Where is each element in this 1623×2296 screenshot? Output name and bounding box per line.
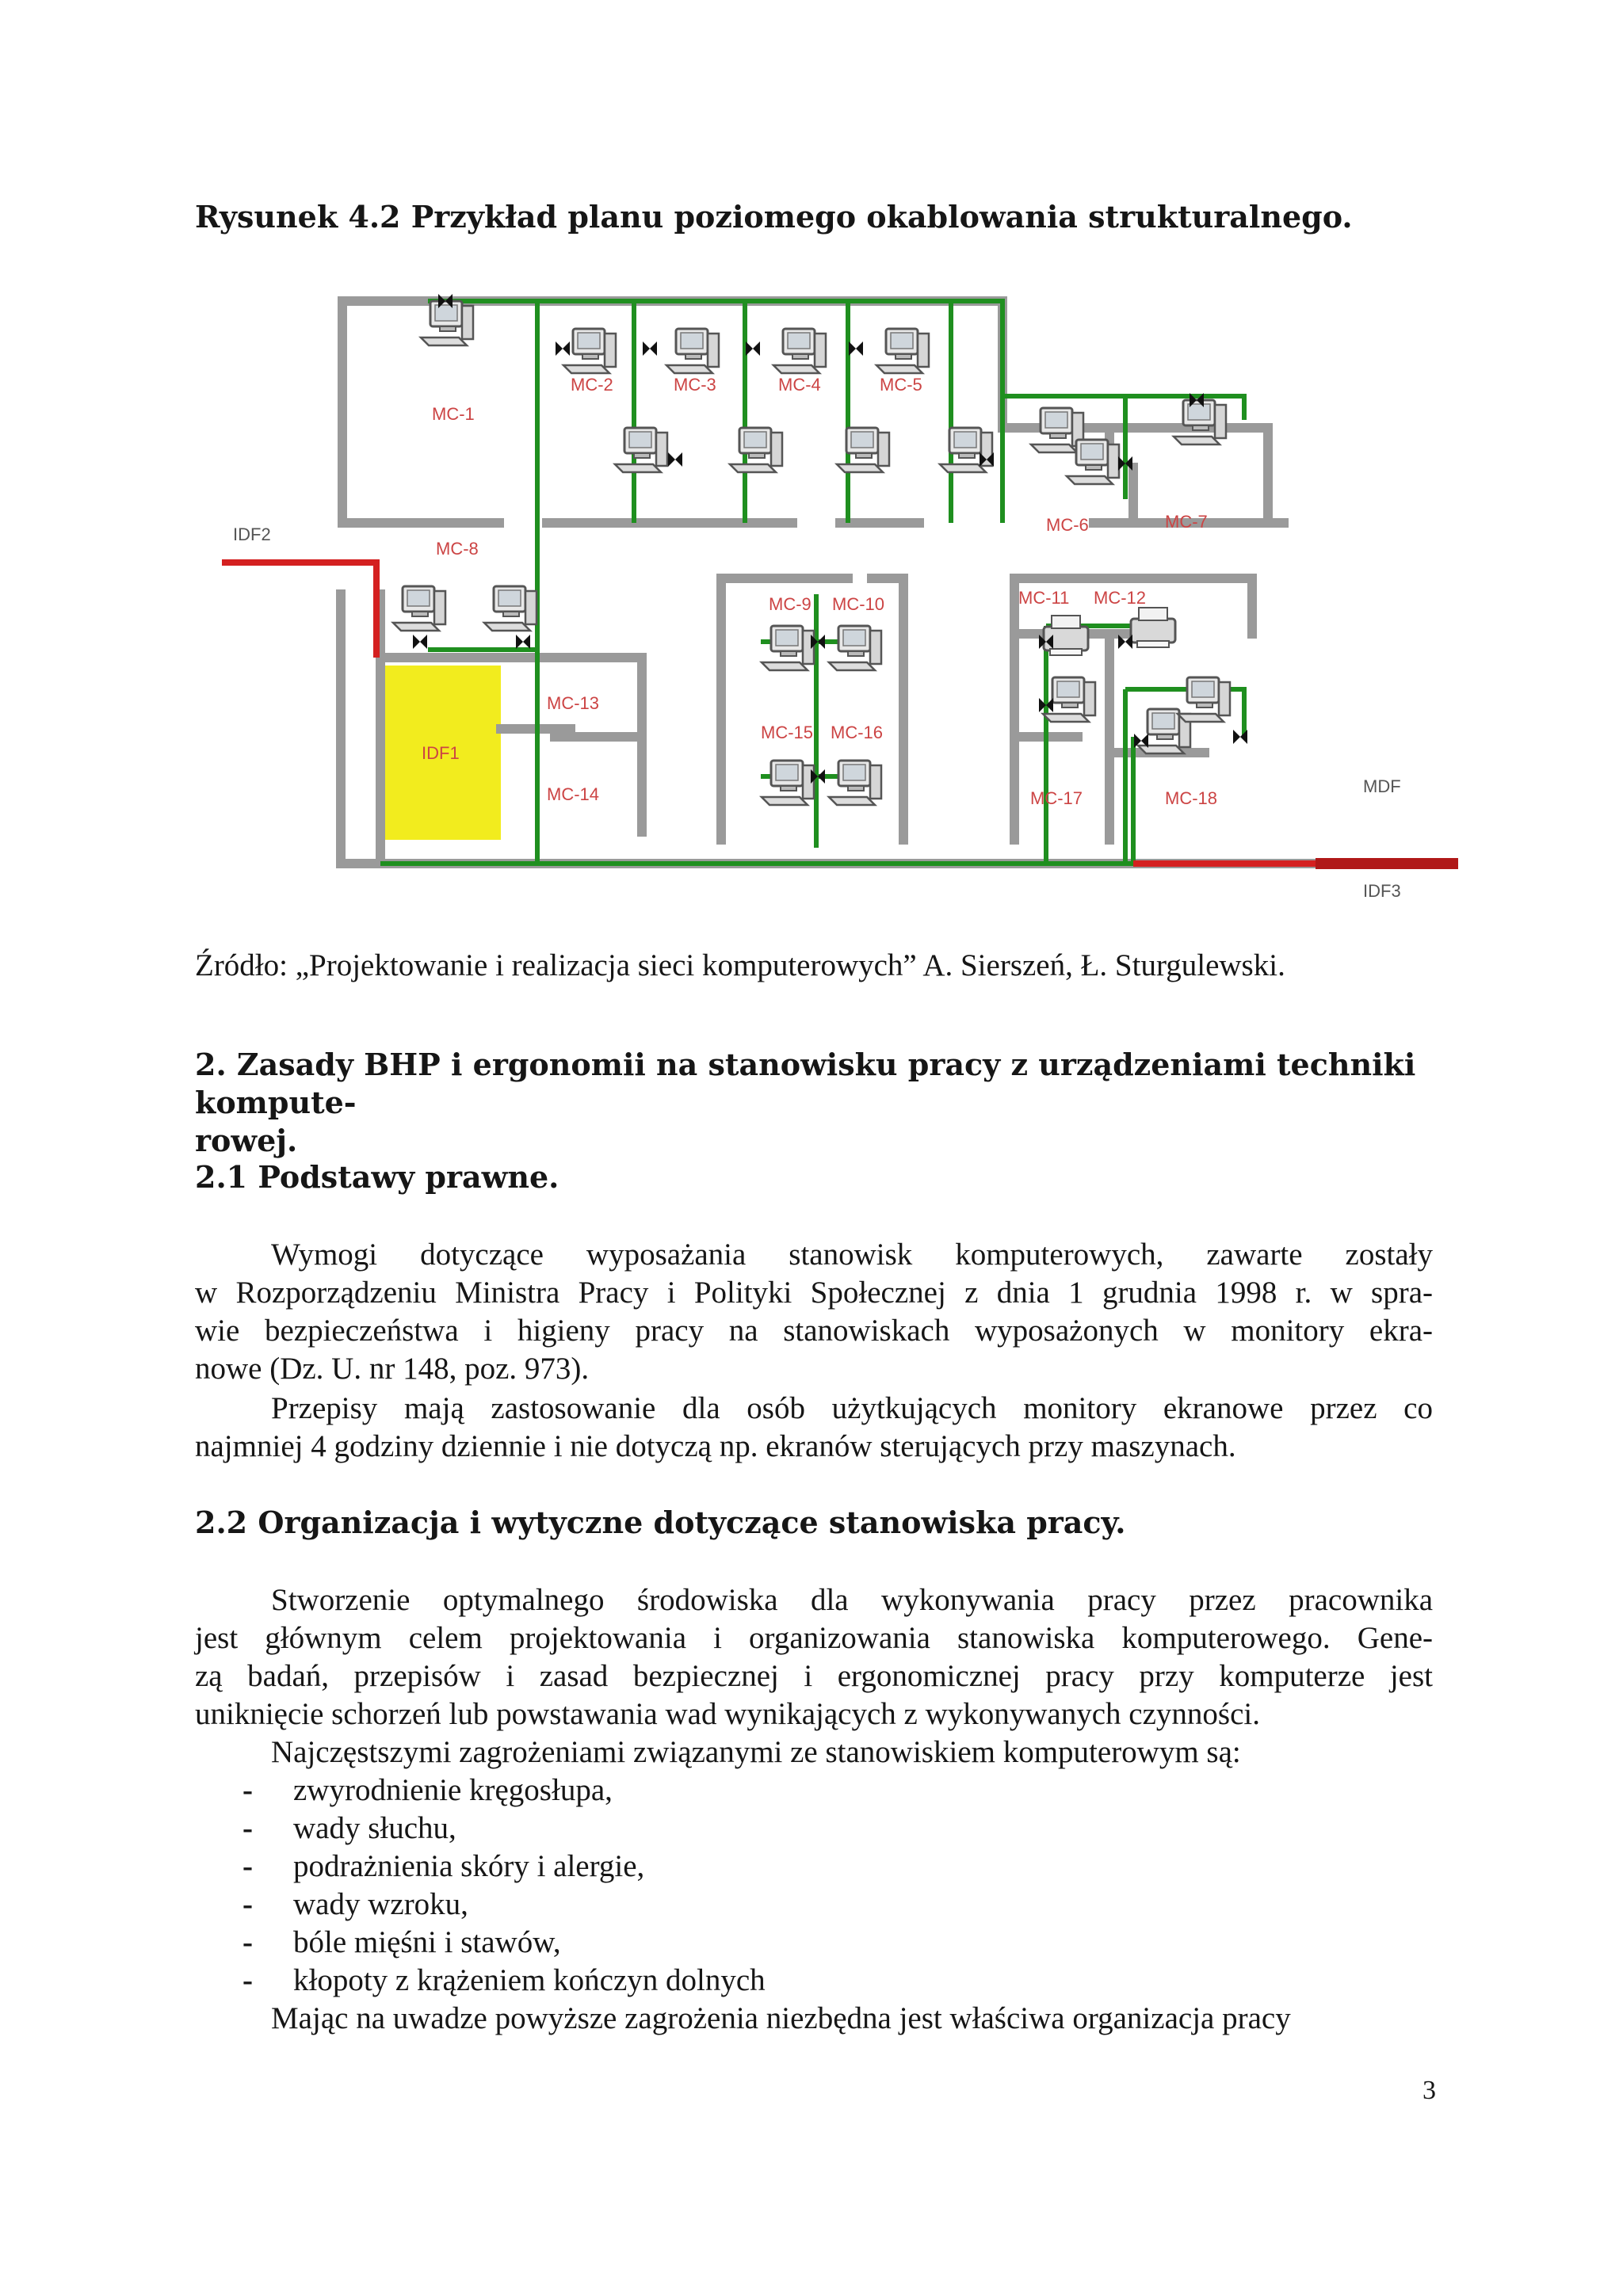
closing-line: Mając na uwadze powyższe zagrożenia niezbędna jest właściwa organizacja pracy bbox=[271, 2001, 1291, 2035]
label-idf3: IDF3 bbox=[1363, 881, 1401, 901]
label-mc14: MC-14 bbox=[547, 784, 600, 804]
list-item: - wady słuchu, bbox=[242, 1811, 456, 1845]
section-2-1-heading: 2.1 Podstawy prawne. bbox=[195, 1159, 559, 1195]
label-mc2: MC-2 bbox=[571, 375, 613, 395]
figure-source: Źródło: „Projektowanie i realizacja sieci komputerowych” A. Sierszeń, Ł. Sturgulewski. bbox=[195, 948, 1285, 982]
figure-caption: Rysunek 4.2 Przykład planu poziomego okablowania strukturalnego. bbox=[195, 199, 1353, 235]
paragraph-organization: Stworzenie optymalnego środowiska dla wykonywania pracy przez pracownika jest głównym celem projektowania i organizowania stanowiska komputerowego. Gene- zą badań, przepisów i zasad bezpiecznej i ergonomicznej pracy przy komputerze jest uniknięcie schorzeń lub powstawania wad wynikających z wykonywanych czynności. bbox=[195, 1583, 1433, 1731]
label-mc15: MC-15 bbox=[761, 723, 814, 742]
list-intro: Najczęstszymi zagrożeniami związanymi ze stanowiskiem komputerowym są: bbox=[271, 1735, 1241, 1769]
label-mc8: MC-8 bbox=[436, 539, 479, 559]
label-mc4: MC-4 bbox=[778, 375, 821, 395]
list-item: - kłopoty z krążeniem kończyn dolnych bbox=[242, 1963, 766, 1997]
label-mc1: MC-1 bbox=[432, 404, 475, 424]
label-idf2: IDF2 bbox=[233, 524, 271, 544]
paragraph-scope: Przepisy mają zastosowanie dla osób użytkujących monitory ekranowe przez co najmniej 4 godziny dziennie i nie dotyczą np. ekranów sterujących przy maszynach. bbox=[195, 1391, 1433, 1463]
label-idf1: IDF1 bbox=[422, 743, 460, 763]
section-2-2-heading: 2.2 Organizacja i wytyczne dotyczące stanowiska pracy. bbox=[195, 1505, 1126, 1540]
label-mc3: MC-3 bbox=[674, 375, 716, 395]
label-mc16: MC-16 bbox=[831, 723, 884, 742]
label-mc6: MC-6 bbox=[1046, 515, 1089, 535]
label-mc17: MC-17 bbox=[1030, 788, 1083, 808]
list-item: - podrażnienia skóry i alergie, bbox=[242, 1849, 645, 1883]
paragraph-legal-basis: Wymogi dotyczące wyposażania stanowisk komputerowych, zawarte zostały w Rozporządzeniu Ministra Pracy i Polityki Społecznej z dnia 1 grudnia 1998 r. w spra- wie bezpieczeństwa i higieny pracy na stanowiskach wyposażonych w monitory ekra- nowe (Dz. U. nr 148, poz. 973). bbox=[195, 1238, 1433, 1386]
label-mc5: MC-5 bbox=[880, 375, 922, 395]
label-mdf: MDF bbox=[1363, 776, 1401, 796]
list-item: - zwyrodnienie kręgosłupa, bbox=[242, 1773, 613, 1807]
label-mc10: MC-10 bbox=[832, 594, 885, 614]
label-mc18: MC-18 bbox=[1165, 788, 1218, 808]
page-number: 3 bbox=[1423, 2076, 1436, 2105]
cabling-floor-plan bbox=[222, 261, 1458, 911]
label-mc9: MC-9 bbox=[769, 594, 812, 614]
list-item: - wady wzroku, bbox=[242, 1887, 468, 1921]
label-mc11: MC-11 bbox=[1018, 588, 1070, 608]
section-2-heading: 2. Zasady BHP i ergonomii na stanowisku pracy z urządzeniami techniki kompute- rowej. bbox=[195, 1047, 1416, 1158]
hazards-list bbox=[238, 1772, 1426, 2000]
label-mc12: MC-12 bbox=[1094, 588, 1147, 608]
list-item: - bóle mięśni i stawów, bbox=[242, 1925, 561, 1959]
label-mc13: MC-13 bbox=[547, 693, 600, 713]
label-mc7: MC-7 bbox=[1165, 512, 1208, 532]
